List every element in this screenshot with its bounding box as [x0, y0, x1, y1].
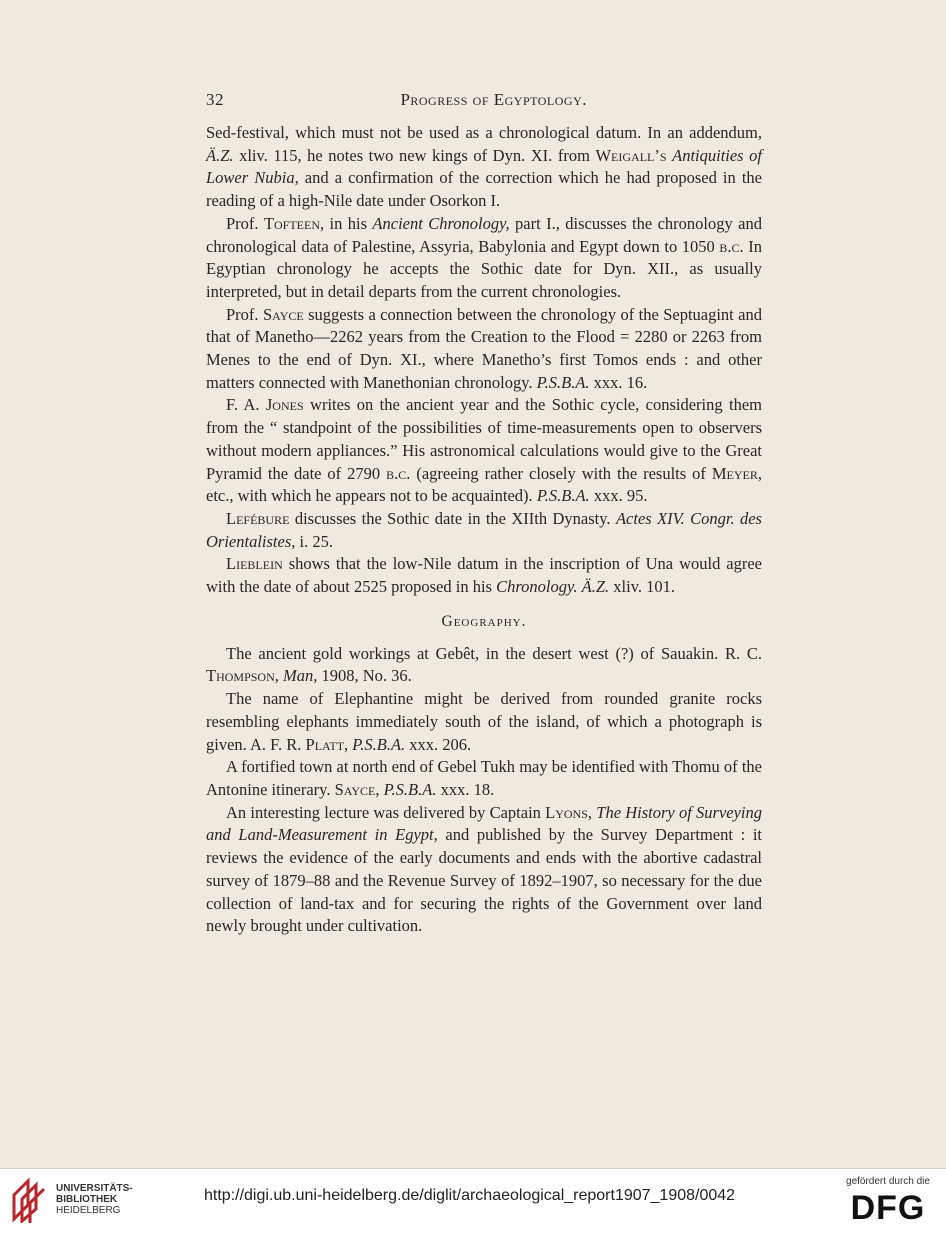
- paragraph-2: Prof. Tofteen, in his Ancient Chronology, part I., discusses the chronology and chronological data of Palestine, Assyria, Babylonia and Egypt down to 1050 b.c. In Egyptian chronology he accepts the Sothic date for Dyn. XII., as usually interpreted, but in detail departs from the current chronologies.: [206, 213, 762, 301]
- paragraph-1: Sed-festival, which must not be used as a chronological datum. In an addendum, Ä.Z. xliv. 115, he notes two new kings of Dyn. XI. from Weigall’s Antiquities of Lower Nubia, and a confirmation of the correction which he had proposed in the reading of a high-Nile date under Osorkon I.: [206, 123, 762, 211]
- funding-note: gefördert durch die: [846, 1176, 930, 1187]
- viewer-footer: [0, 1169, 946, 1236]
- page-number: 32: [206, 90, 224, 109]
- paragraph-10: An interesting lecture was delivered by Captain Lyons, The History of Surveying and Land-Measurement in Egypt, and published by the Survey Department : it reviews the evidence of the early documents and ends with the abortive cadastral survey of 1879–88 and the Revenue Survey of 1892–1907, so necessary for the due collection of land-tax and for securing the rights of the Government over land newly brought under cultivation.: [206, 802, 762, 936]
- page-header: [206, 90, 762, 110]
- permalink-url[interactable]: http://digi.ub.uni-heidelberg.de/diglit/archaeological_report1907_1908/0042: [204, 1187, 736, 1204]
- paragraph-8: The name of Elephantine might be derived from rounded granite rocks resembling elephants immediately south of the island, of which a photograph is given. A. F. R. Platt, P.S.B.A. xxx. 206.: [206, 689, 762, 754]
- section-heading-geography: Geography.: [441, 612, 527, 630]
- paragraph-4: F. A. Jones writes on the ancient year and the Sothic cycle, considering them from the “ standpoint of the possibilities of time-measurements open to observers without modern appliances.” His astronomical calculations would give to the Great Pyramid the date of 2790 b.c. (agreeing rather closely with the results of Meyer, etc., with which he appears not to be acquainted). P.S.B.A. xxx. 95.: [206, 395, 762, 506]
- paragraph-9: A fortified town at north end of Gebel Tukh may be identified with Thomu of the Antonine itinerary. Sayce, P.S.B.A. xxx. 18.: [206, 757, 762, 799]
- paragraph-5: Lefébure discusses the Sothic date in the XIIth Dynasty. Actes XIV. Congr. des Orientalistes, i. 25.: [206, 508, 762, 551]
- paragraph-3: Prof. Sayce suggests a connection between the chronology of the Septuagint and that of Manetho—2262 years from the Creation to the Flood = 2280 or 2263 from Menes to the end of Dyn. XI., where Manetho’s first Tomos ends : and other matters connected with Manethonian chronology. P.S.B.A. xxx. 16.: [206, 304, 762, 392]
- paragraph-7: The ancient gold workings at Gebêt, in the desert west (?) of Sauakin. R. C. Thompson, Man, 1908, No. 36.: [206, 643, 762, 686]
- running-title: Progress of Egyptology.: [400, 90, 587, 109]
- paragraph-6: Lieblein shows that the low-Nile datum in the inscription of Una would agree with the date of about 2525 proposed in his Chronology. Ä.Z. xliv. 101.: [206, 554, 762, 597]
- library-name: UNIVERSITÄTS- BIBLIOTHEK HEIDELBERG: [56, 1183, 133, 1216]
- dfg-logo: DFG: [850, 1189, 926, 1227]
- university-library-logo-icon: [10, 1177, 48, 1223]
- page-text-block: [206, 90, 762, 938]
